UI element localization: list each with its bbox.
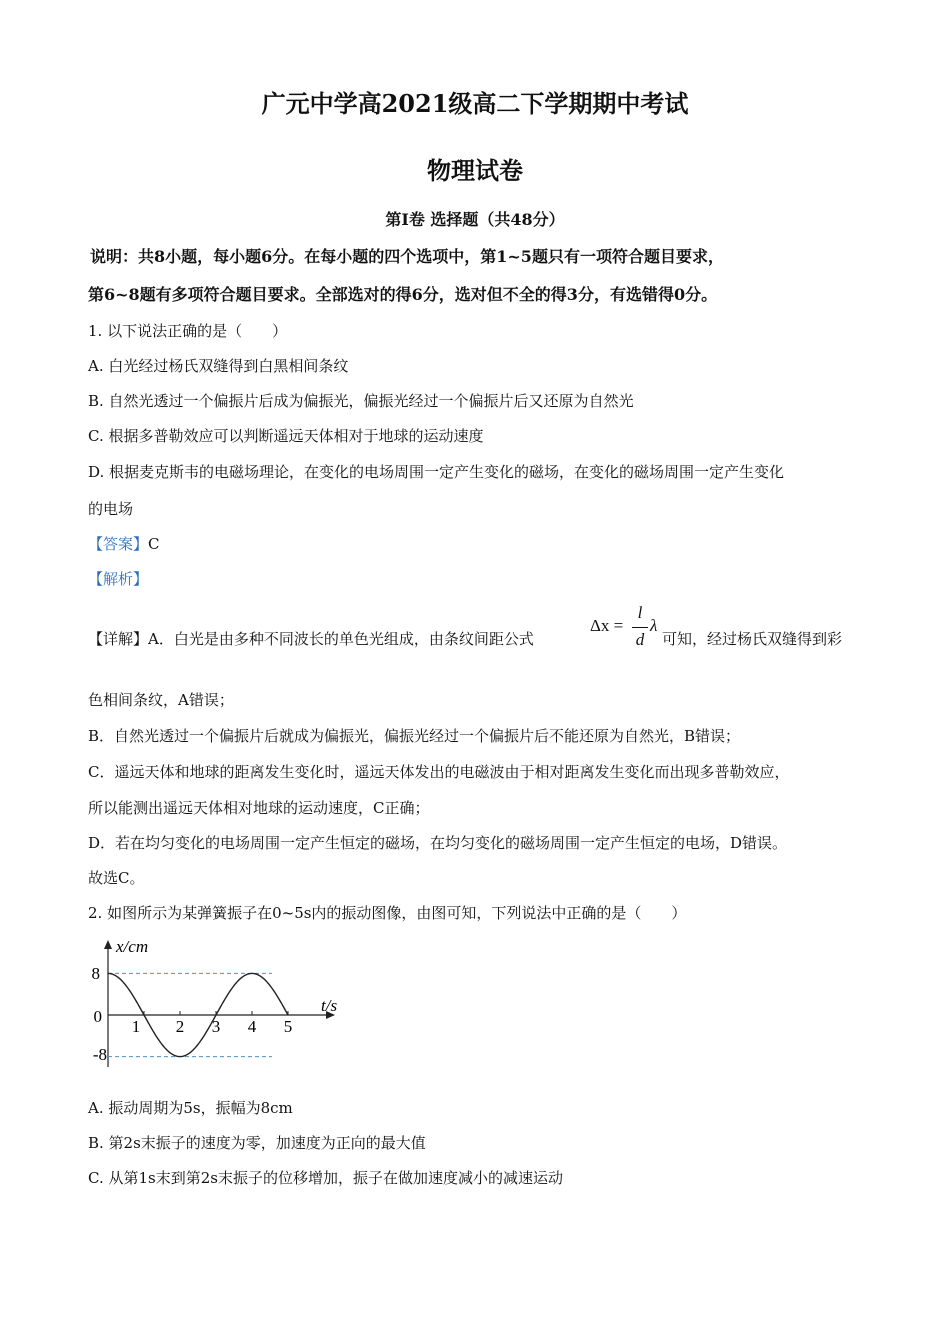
q1-answer: [88, 534, 160, 554]
q1-stem: 1. 以下说法正确的是（ ）: [88, 322, 288, 340]
instruction-line-1: 说明：共8小题，每小题6分。在每小题的四个选项中，第1~5题只有一项符合题目要求，: [90, 247, 724, 266]
detail-tag: 【详解】: [88, 630, 149, 648]
y-tick-label-min: -8: [92, 1045, 107, 1064]
q1-detail-line-4: 所以能测出遥远天体相对地球的运动速度，C正确；: [88, 799, 430, 817]
oscillation-graph: [88, 935, 358, 1075]
exam-title: 广元中学高2021级高二下学期期中考试: [261, 89, 689, 118]
formula-rhs: λ: [650, 616, 658, 635]
q2-option-a: A. 振动周期为5s，振幅为8cm: [88, 1099, 293, 1117]
q2-option-c: C. 从第1s末到第2s末振子的位移增加，振子在做加速度减小的减速运动: [88, 1169, 563, 1187]
x-tick-label-3: 3: [211, 1017, 221, 1036]
q2-stem: 2. 如图所示为某弹簧振子在0~5s内的振动图像，由图可知，下列说法中正确的是（ ）: [88, 904, 687, 922]
formula-numerator: l: [637, 603, 643, 622]
formula-lhs: Δx =: [590, 616, 624, 635]
q1-option-c: C. 根据多普勒效应可以判断遥远天体相对于地球的运动速度: [88, 427, 484, 445]
x-tick-label-1: 1: [131, 1017, 141, 1036]
exam-subtitle: 物理试卷: [427, 156, 523, 185]
fringe-formula: [590, 603, 660, 653]
formula-bar: [632, 627, 648, 628]
section-heading: 第I卷 选择题（共48分）: [385, 210, 565, 229]
q1-option-b: B. 自然光透过一个偏振片后成为偏振光，偏振光经过一个偏振片后又还原为自然光: [88, 392, 634, 410]
q1-detail-a-post: 可知，经过杨氏双缝得到彩: [662, 630, 843, 648]
q2-option-b: B. 第2s末振子的速度为零，加速度为正向的最大值: [88, 1134, 426, 1152]
y-tick-label-zero: 0: [93, 1007, 102, 1026]
detail-a-text: A．白光是由多种不同波长的单色光组成，由条纹间距公式: [148, 630, 534, 648]
y-axis-arrow: [104, 940, 112, 949]
q1-option-a: A. 白光经过杨氏双缝得到白黑相间条纹: [88, 357, 349, 375]
instruction-line-2: 第6~8题有多项符合题目要求。全部选对的得6分，选对但不全的得3分，有选错得0分。: [88, 285, 718, 304]
x-tick-label-5: 5: [283, 1017, 293, 1036]
y-axis-label: x/cm: [116, 937, 149, 956]
formula-denominator: d: [635, 630, 645, 649]
x-tick-label-2: 2: [175, 1017, 185, 1036]
q1-detail-line-2: B．自然光透过一个偏振片后就成为偏振光，偏振光经过一个偏振片后不能还原为自然光，B错误；: [88, 727, 741, 745]
q1-detail-a: [88, 629, 534, 649]
analysis-tag: 【解析】: [88, 570, 149, 588]
q1-detail-line-1: 色相间条纹，A错误；: [88, 691, 234, 709]
q1-option-d-cont: 的电场: [88, 500, 134, 518]
answer-tag: 【答案】: [88, 535, 149, 553]
y-tick-label-max: 8: [91, 964, 100, 983]
x-axis-label: t/s: [321, 996, 338, 1015]
q1-detail-line-3: C．遥远天体和地球的距离发生变化时，遥远天体发出的电磁波由于相对距离发生变化而出现多普勒效应，: [88, 763, 790, 781]
answer-value: C: [148, 535, 160, 553]
q1-detail-line-5: D．若在均匀变化的电场周围一定产生恒定的磁场，在均匀变化的磁场周围一定产生恒定的电场，D错误。: [88, 834, 788, 852]
x-tick-label-4: 4: [247, 1017, 257, 1036]
q1-option-d: D. 根据麦克斯韦的电磁场理论，在变化的电场周围一定产生变化的磁场，在变化的磁场周围一定产生变化: [88, 463, 785, 481]
q1-detail-line-6: 故选C。: [88, 869, 145, 887]
